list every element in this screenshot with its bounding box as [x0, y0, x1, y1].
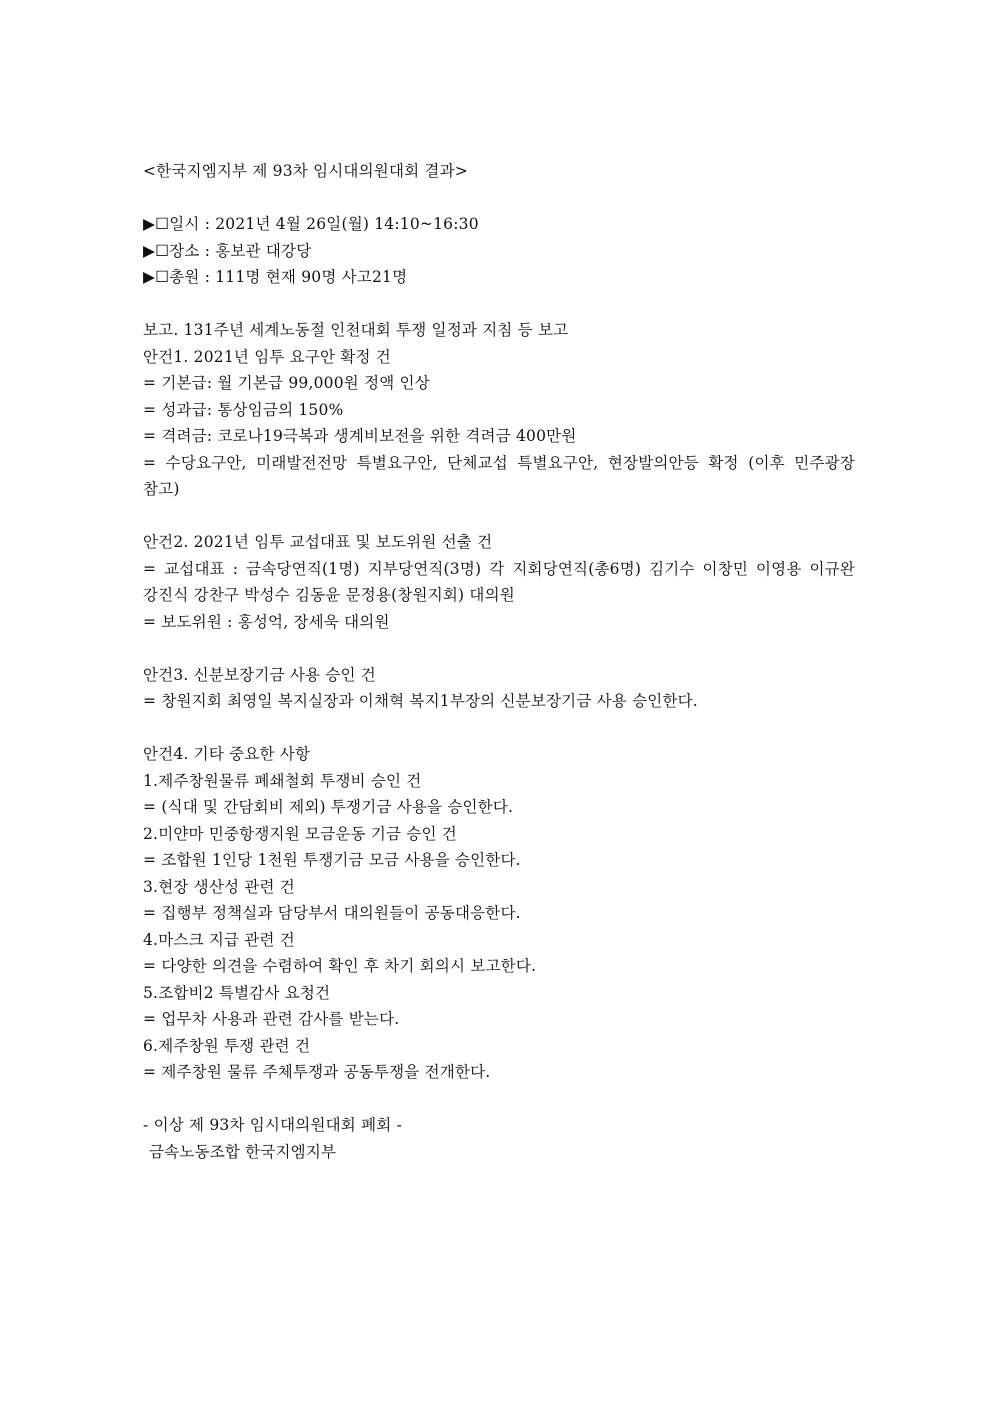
- agenda3-item: = 창원지회 최영일 복지실장과 이채혁 복지1부장의 신분보장기금 사용 승인한다.: [143, 692, 698, 710]
- spacer: [143, 1086, 855, 1113]
- meeting-attendance: ▶☐총원 : 111명 현재 90명 사고21명: [143, 268, 408, 286]
- agenda2-title: 안건2. 2021년 임투 교섭대표 및 보도위원 선출 건: [143, 533, 493, 551]
- agenda4-item: 3.현장 생산성 관련 건: [143, 877, 295, 896]
- agenda4-item: = 집행부 정책실과 담당부서 대의원들이 공동대응한다.: [143, 904, 521, 922]
- report-line: 보고. 131주년 세계노동절 인천대회 투쟁 일정과 지침 등 보고: [143, 321, 569, 339]
- document-page: [143, 158, 855, 1165]
- agenda4-item: = 다양한 의견을 수렴하여 확인 후 차기 회의시 보고한다.: [143, 957, 537, 975]
- signature-line: 금속노동조합 한국지엠지부: [149, 1142, 337, 1161]
- agenda4-item: = 조합원 1인당 1천원 투쟁기금 모금 사용을 승인한다.: [143, 851, 521, 869]
- spacer: [143, 185, 855, 212]
- meeting-date: ▶☐일시 : 2021년 4월 26일(월) 14:10~16:30: [143, 215, 479, 233]
- agenda4-item: = (식대 및 간담회비 제외) 투쟁기금 사용을 승인한다.: [143, 798, 514, 816]
- agenda4-item: 4.마스크 지급 관련 건: [143, 930, 295, 949]
- agenda2-item: = 교섭대표 : 금속당연직(1명) 지부당연직(3명) 각 지회당연직(총6명) 김기수 이창민 이영용 이규완 강진식 강찬구 박성수 김동윤 문정용(창원지회) 대의원: [143, 559, 855, 604]
- agenda3-title: 안건3. 신분보장기금 사용 승인 건: [143, 665, 376, 684]
- spacer: [143, 715, 855, 742]
- agenda4-title: 안건4. 기타 중요한 사항: [143, 745, 311, 763]
- agenda4-item: 2.미얀마 민중항쟁지원 모금운동 기금 승인 건: [143, 824, 457, 843]
- agenda1-item: = 수당요구안, 미래발전전망 특별요구안, 단체교섭 특별요구안, 현장발의안등 확정 (이후 민주광장 참고): [143, 453, 855, 498]
- document-title: <한국지엠지부 제 93차 임시대의원대회 결과>: [143, 162, 468, 180]
- agenda1-item: = 기본급: 월 기본급 99,000원 정액 인상: [143, 374, 430, 392]
- agenda2-item: = 보도위원 : 홍성억, 장세욱 대의원: [143, 612, 390, 631]
- agenda4-item: = 업무차 사용과 관련 감사를 받는다.: [143, 1010, 400, 1028]
- agenda4-item: 6.제주창원 투쟁 관련 건: [143, 1036, 311, 1055]
- agenda1-title: 안건1. 2021년 임투 요구안 확정 건: [143, 347, 391, 366]
- agenda4-item: 5.조합비2 특별감사 요청건: [143, 983, 331, 1002]
- spacer: [143, 503, 855, 530]
- spacer: [143, 291, 855, 318]
- agenda4-item: 1.제주창원물류 폐쇄철회 투쟁비 승인 건: [143, 771, 422, 790]
- meeting-place: ▶☐장소 : 홍보관 대강당: [143, 241, 312, 260]
- agenda4-item: = 제주창원 물류 주체투쟁과 공동투쟁을 전개한다.: [143, 1063, 491, 1081]
- agenda1-item: = 격려금: 코로나19극복과 생계비보전을 위한 격려금 400만원: [143, 427, 577, 445]
- spacer: [143, 635, 855, 662]
- closing-line: - 이상 제 93차 임시대의원대회 폐회 -: [143, 1116, 403, 1134]
- agenda1-item: = 성과급: 통상임금의 150%: [143, 400, 344, 419]
